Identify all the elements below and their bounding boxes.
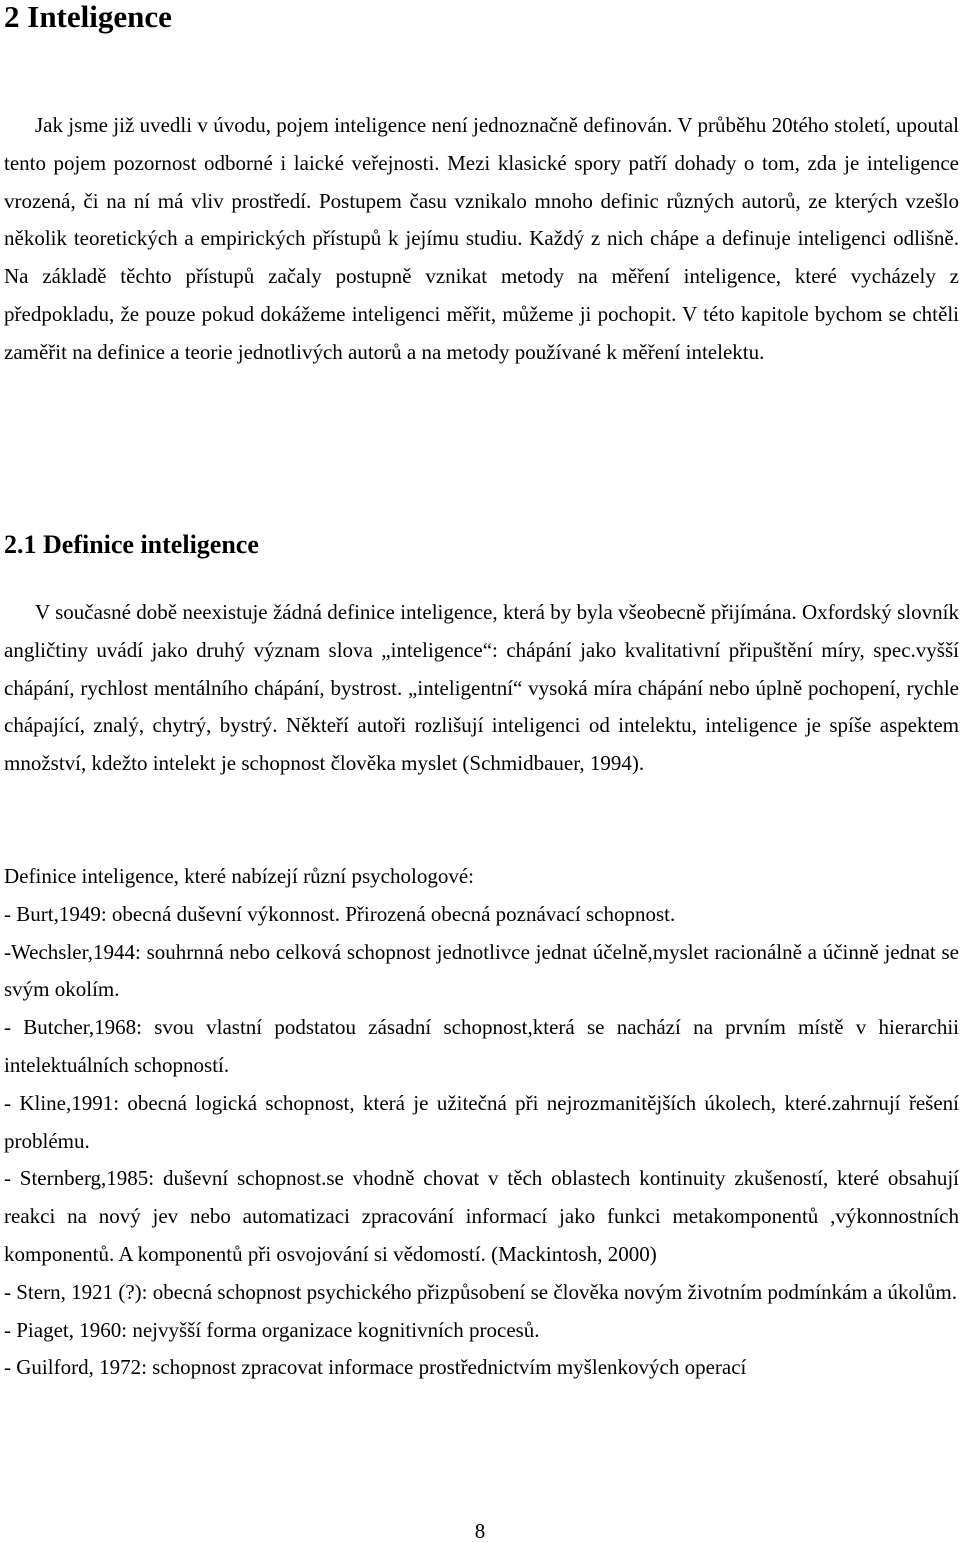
chapter-heading: 2 Inteligence [4,0,172,34]
list-item: - Kline,1991: obecná logická schopnost, která je užitečná při nejrozmanitějších úkolech, které.zahrnují řešení problému. [4,1090,959,1153]
intro-paragraph: Jak jsme již uvedli v úvodu, pojem inteligence není jednoznačně definován. V průběhu 20tého století, upoutal tento pojem pozornost odborné i laické veřejnosti. Mezi klasické spory patří dohady o tom, zda je inteligence vrozená, či na ní má vliv prostředí. Postupem času vznikalo mnoho definic různých autorů, ze kterých vzešlo několik teoretických a empirických přístupů k jejímu studiu. Každý z nich chápe a definuje inteligenci odlišně. Na základě těchto přístupů začaly postupně vznikat metody na měření inteligence, které vycházely z předpokladu, že pouze pokud dokážeme inteligenci měřit, můžeme ji pochopit. V této kapitole bychom se chtěli zaměřit na definice a teorie jednotlivých autorů a na metody používané k měření intelektu. [4,113,959,364]
definition-paragraph: V současné době neexistuje žádná definice inteligence, která by byla všeobecně přijímána. Oxfordský slovník angličtiny uvádí jako druhý význam slova „inteligence“: chápání jako kvalitativní připuštění míry, spec.vyšší chápání, rychlost mentálního chápání, bystrost. „inteligentní“ vysoká míra chápání nebo úplně pochopení, rychle chápající, znalý, chytrý, bystrý. Někteří autoři rozlišují inteligenci od intelektu, inteligence je spíše aspektem množství, kdežto intelekt je schopnost člověka myslet (Schmidbauer, 1994). [4,600,959,776]
list-item: - Piaget, 1960: nejvyšší forma organizace kognitivních procesů. [4,1317,540,1342]
list-item: - Guilford, 1972: schopnost zpracovat informace prostřednictvím myšlenkových operací [4,1355,747,1380]
list-item: - Sternberg,1985: duševní schopnost.se vhodně chovat v těch oblastech kontinuity zkušeností, které obsahují reakci na nový jev nebo automatizaci zpracování informací jako funkci metakomponentů ,výkonnostních komponentů. A komponentů při osvojování si vědomostí. (Mackintosh, 2000) [4,1166,959,1266]
list-item: -Wechsler,1944: souhrnná nebo celková schopnost jednotlivce jednat účelně,myslet racionálně a účinně jednat se svým okolím. [4,939,959,1002]
definitions-section [4,858,959,1387]
section-heading: 2.1 Definice inteligence [4,530,259,559]
list-item: - Stern, 1921 (?): obecná schopnost psychického přizpůsobení se člověka novým životním podmínkám a úkolům. [4,1279,957,1304]
list-item: - Butcher,1968: svou vlastní podstatou zásadní schopnost,která se nachází na prvním místě v hierarchii intelektuálních schopností. [4,1015,959,1077]
list-item: - Burt,1949: obecná duševní výkonnost. Přirozená obecná poznávací schopnost. [4,901,676,926]
page-number: 8 [474,1519,486,1543]
list-intro: Definice inteligence, které nabízejí různí psychologové: [4,864,474,888]
